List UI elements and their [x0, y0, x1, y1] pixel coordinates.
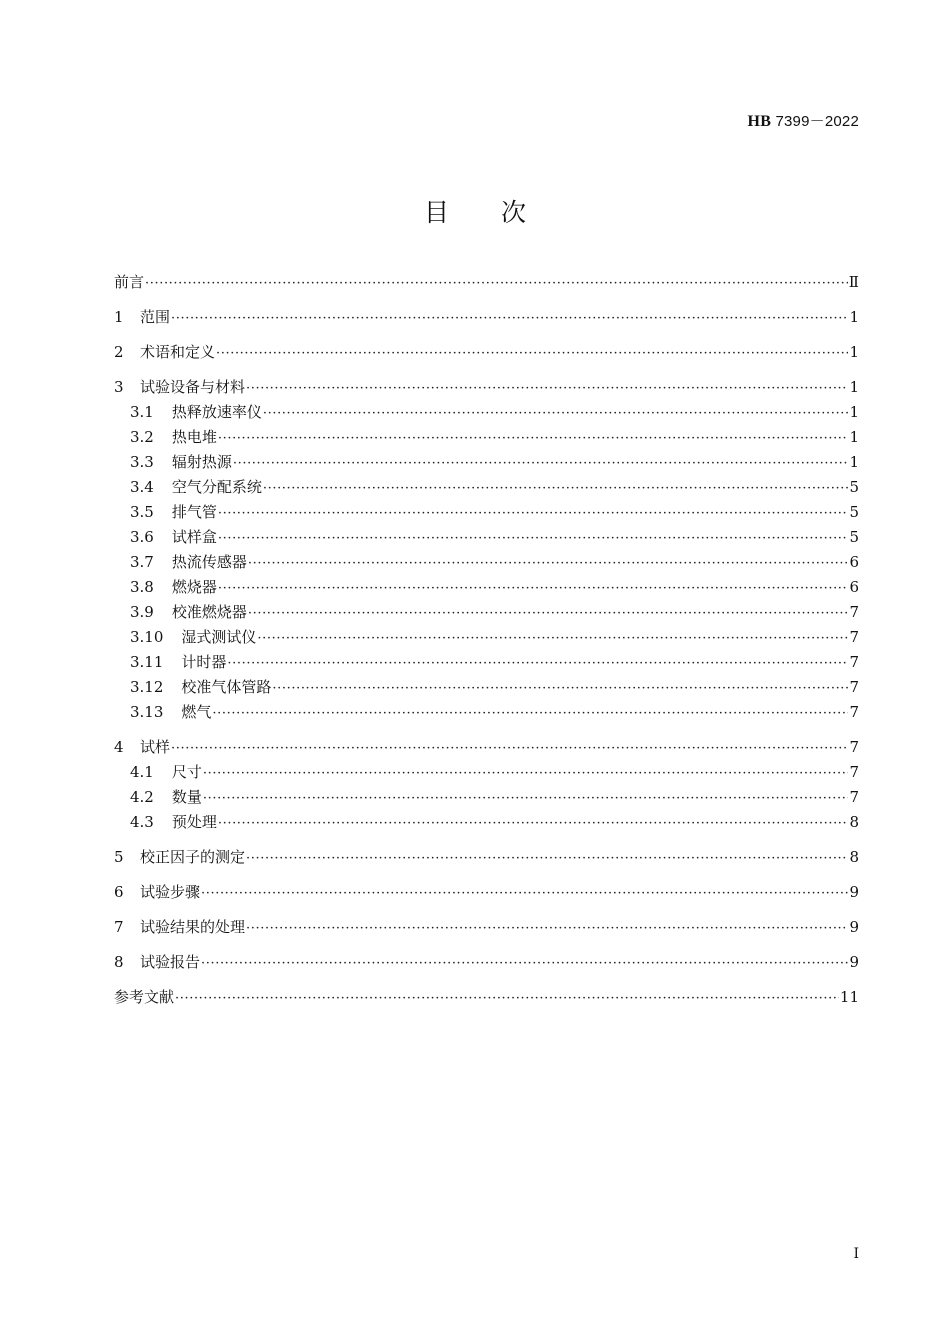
toc-entry-label: 排气管 [171, 503, 217, 521]
toc-entry-number: 4.1 [130, 763, 154, 781]
toc-entry-number: 3.4 [130, 478, 154, 496]
toc-dot-leader [203, 786, 849, 811]
toc-entry-page: 6 [849, 578, 859, 596]
toc-dot-leader [257, 626, 848, 651]
toc-entry-page: 7 [849, 703, 859, 721]
toc-dot-leader [201, 951, 848, 976]
page-title [0, 193, 950, 229]
toc-entry-page: 7 [849, 653, 859, 671]
toc-entry-number: 3.13 [130, 703, 164, 721]
toc-entry-page: 1 [849, 308, 859, 326]
toc-dot-leader [272, 676, 848, 701]
toc-entry-label: 试验报告 [140, 953, 201, 971]
standard-number: 7399－2022 [775, 113, 859, 130]
toc-entry-label: 校准气体管路 [181, 678, 272, 696]
toc-entry[interactable] [114, 985, 859, 1010]
toc-entry-number: 3.6 [130, 528, 154, 546]
toc-dot-leader [171, 736, 848, 761]
page-number: Ⅰ [853, 1246, 859, 1262]
toc-dot-leader [218, 501, 849, 526]
toc-entry-label: 湿式测试仪 [181, 628, 257, 646]
toc-dot-leader [218, 811, 849, 836]
toc-entry-number: 3.5 [130, 503, 154, 521]
standard-prefix: HB [747, 113, 772, 130]
toc-entry-page: 1 [849, 378, 859, 396]
toc-entry-number: 6 [114, 883, 124, 901]
toc-entry-number: 3.12 [130, 678, 164, 696]
toc-entry-number: 3.2 [130, 428, 154, 446]
title-char-2: 次 [501, 198, 527, 227]
toc-entry-label: 热电堆 [171, 428, 217, 446]
toc-entry[interactable] [114, 650, 859, 675]
toc-entry[interactable] [114, 525, 859, 550]
toc-entry-label: 范围 [140, 308, 171, 326]
toc-entry-page: 9 [849, 918, 859, 936]
toc-entry-number: 3 [114, 378, 124, 396]
toc-entry-number: 3.9 [130, 603, 154, 621]
toc-dot-leader [263, 476, 849, 501]
toc-entry-label: 燃烧器 [171, 578, 217, 596]
toc-entry-page: 8 [849, 848, 859, 866]
toc-dot-leader [227, 651, 848, 676]
toc-entry[interactable] [114, 915, 859, 940]
toc-entry-page: 7 [849, 763, 859, 781]
toc-dot-leader [201, 881, 848, 906]
toc-entry-number: 5 [114, 848, 124, 866]
toc-entry-page: 5 [849, 478, 859, 496]
toc-entry-label: 试样盒 [171, 528, 217, 546]
toc-entry-label: 校准燃烧器 [171, 603, 247, 621]
toc-entry-number: 7 [114, 918, 124, 936]
toc-dot-leader [233, 451, 849, 476]
toc-dot-leader [248, 551, 849, 576]
toc-dot-leader [246, 376, 848, 401]
toc-entry-label: 术语和定义 [140, 343, 216, 361]
toc-dot-leader [218, 526, 849, 551]
toc-entry-page: Ⅱ [848, 273, 859, 291]
toc-dot-leader [175, 986, 839, 1011]
toc-entry-number: 3.8 [130, 578, 154, 596]
toc-entry-label: 计时器 [181, 653, 227, 671]
toc-entry-number: 3.3 [130, 453, 154, 471]
toc-entry-number: 3.11 [130, 653, 164, 671]
toc-entry-page: 6 [849, 553, 859, 571]
table-of-contents [114, 270, 859, 1010]
toc-entry-page: 1 [849, 428, 859, 446]
toc-entry[interactable] [114, 450, 859, 475]
toc-entry[interactable] [114, 950, 859, 975]
toc-dot-leader [145, 271, 848, 296]
toc-dot-leader [246, 916, 848, 941]
toc-entry[interactable] [114, 735, 859, 760]
standard-code [748, 110, 859, 131]
toc-dot-leader [218, 576, 849, 601]
toc-entry-label: 空气分配系统 [171, 478, 262, 496]
toc-entry[interactable] [114, 305, 859, 330]
toc-entry-label: 数量 [171, 788, 202, 806]
toc-entry[interactable] [114, 400, 859, 425]
toc-entry[interactable] [114, 675, 859, 700]
toc-entry-page: 5 [849, 503, 859, 521]
title-char-1: 目 [423, 198, 449, 227]
toc-entry-page: 11 [839, 988, 859, 1006]
toc-entry-page: 7 [849, 628, 859, 646]
toc-entry-label: 尺寸 [171, 763, 202, 781]
toc-entry-number: 2 [114, 343, 124, 361]
toc-entry[interactable] [114, 845, 859, 870]
toc-entry[interactable] [114, 785, 859, 810]
toc-dot-leader [246, 846, 848, 871]
toc-entry-page: 7 [849, 678, 859, 696]
toc-entry-page: 8 [849, 813, 859, 831]
toc-entry-number: 8 [114, 953, 124, 971]
toc-entry[interactable] [114, 575, 859, 600]
toc-entry-page: 9 [849, 883, 859, 901]
toc-entry-page: 1 [849, 343, 859, 361]
toc-entry-page: 9 [849, 953, 859, 971]
toc-entry-label: 校正因子的测定 [140, 848, 246, 866]
toc-entry-number: 3.1 [130, 403, 154, 421]
toc-entry-page: 1 [849, 453, 859, 471]
toc-entry-page: 1 [849, 403, 859, 421]
toc-entry[interactable] [114, 600, 859, 625]
toc-entry-label: 试样 [140, 738, 171, 756]
toc-entry-label: 辐射热源 [171, 453, 232, 471]
toc-entry[interactable] [114, 475, 859, 500]
toc-entry[interactable] [114, 340, 859, 365]
toc-entry-label: 前言 [114, 273, 145, 291]
toc-entry-label: 参考文献 [114, 988, 175, 1006]
toc-entry[interactable] [114, 550, 859, 575]
toc-entry-label: 预处理 [171, 813, 217, 831]
toc-entry-label: 燃气 [181, 703, 212, 721]
toc-entry[interactable] [114, 375, 859, 400]
toc-entry[interactable] [114, 880, 859, 905]
toc-entry-label: 试验步骤 [140, 883, 201, 901]
toc-entry-number: 4.3 [130, 813, 154, 831]
toc-entry-number: 4 [114, 738, 124, 756]
toc-dot-leader [248, 601, 849, 626]
toc-dot-leader [171, 306, 848, 331]
toc-entry-label: 热释放速率仪 [171, 403, 262, 421]
toc-entry[interactable] [114, 760, 859, 785]
toc-entry-number: 4.2 [130, 788, 154, 806]
toc-entry-label: 试验设备与材料 [140, 378, 246, 396]
toc-entry[interactable] [114, 700, 859, 725]
toc-entry[interactable] [114, 625, 859, 650]
toc-entry[interactable] [114, 810, 859, 835]
toc-entry-number: 3.10 [130, 628, 164, 646]
toc-entry[interactable] [114, 500, 859, 525]
toc-dot-leader [212, 701, 848, 726]
toc-entry[interactable] [114, 425, 859, 450]
toc-entry-page: 7 [849, 738, 859, 756]
toc-entry-number: 3.7 [130, 553, 154, 571]
toc-dot-leader [263, 401, 849, 426]
toc-entry-page: 7 [849, 603, 859, 621]
toc-entry-label: 试验结果的处理 [140, 918, 246, 936]
toc-entry-number: 1 [114, 308, 124, 326]
toc-dot-leader [203, 761, 849, 786]
toc-entry[interactable] [114, 270, 859, 295]
toc-dot-leader [216, 341, 848, 366]
toc-dot-leader [218, 426, 849, 451]
toc-entry-page: 5 [849, 528, 859, 546]
toc-entry-label: 热流传感器 [171, 553, 247, 571]
toc-entry-page: 7 [849, 788, 859, 806]
